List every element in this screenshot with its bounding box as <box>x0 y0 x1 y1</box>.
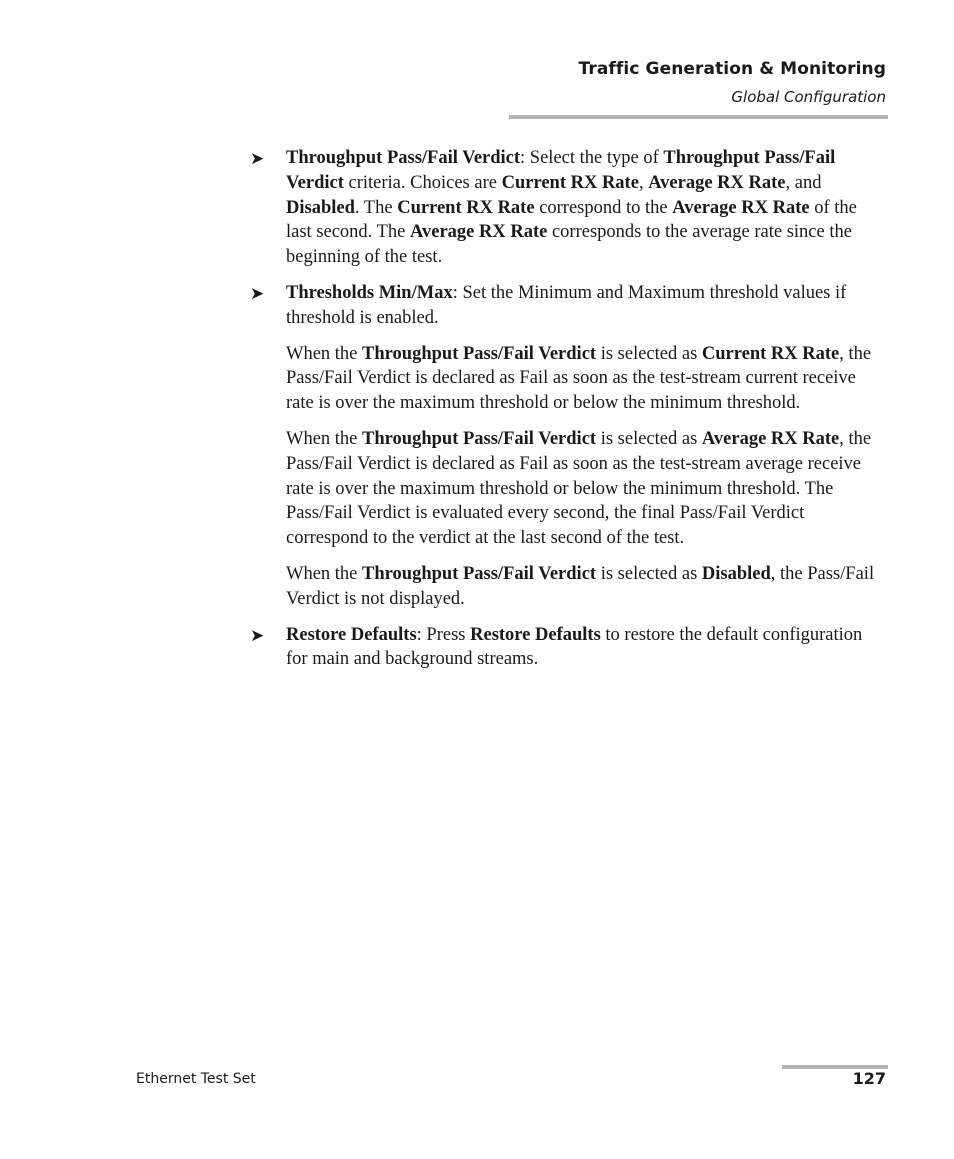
bold-term: Throughput Pass/Fail Verdict <box>286 148 836 193</box>
text-run: to restore the default configuration for main and background streams. <box>286 624 863 670</box>
bold-term: Restore Defaults <box>470 624 601 645</box>
bullet-text <box>286 146 886 270</box>
text-run: , <box>638 172 649 193</box>
bold-term: Current RX Rate <box>501 172 639 193</box>
text-run: of the last second. The <box>286 197 857 243</box>
text-run: is selected as <box>596 343 702 364</box>
bullet-text <box>286 623 886 673</box>
text-run: is selected as <box>596 428 702 449</box>
header-divider <box>509 115 888 119</box>
footer-product-name: Ethernet Test Set <box>136 1071 256 1087</box>
bold-term: Throughput Pass/Fail Verdict <box>286 148 521 168</box>
running-header <box>579 57 886 109</box>
bullet-arrow-icon: ➤ <box>250 625 265 646</box>
text-run: : Select the type of <box>520 148 664 168</box>
bold-term: Throughput Pass/Fail Verdict <box>362 428 597 449</box>
text-run: , the Pass/Fail Verdict is declared as Fail as soon as the test-stream current receive rate is over the maximum threshold or below the minimum threshold. <box>286 343 872 414</box>
text-run: criteria. Choices are <box>343 172 502 193</box>
sub-paragraph <box>286 562 886 612</box>
section-title: Global Configuration <box>731 88 886 106</box>
bold-term: Average RX Rate <box>701 428 840 449</box>
bullet-arrow-icon: ➤ <box>250 149 265 169</box>
bold-term: Average RX Rate <box>648 172 786 193</box>
bold-term: Average RX Rate <box>410 222 548 243</box>
bold-term: Average RX Rate <box>672 197 810 218</box>
text-run: , and <box>785 172 822 193</box>
bullet-item <box>250 623 886 673</box>
text-run: : Set the Minimum and Maximum threshold values if threshold is enabled. <box>286 282 847 328</box>
text-run: : Press <box>416 624 471 645</box>
bold-term: Restore Defaults <box>286 624 417 645</box>
bullet-item <box>250 281 886 331</box>
body-content <box>250 146 886 683</box>
bold-term: Thresholds Min/Max <box>286 282 453 303</box>
text-run: When the <box>286 428 363 449</box>
bullet-text <box>286 281 886 331</box>
bold-term: Disabled <box>286 197 355 218</box>
sub-paragraph <box>286 342 886 416</box>
text-run: When the <box>286 343 363 364</box>
bold-term: Disabled <box>701 563 771 584</box>
text-run: is selected as <box>596 563 702 584</box>
bold-term: Throughput Pass/Fail Verdict <box>362 343 597 364</box>
bold-term: Current RX Rate <box>397 197 535 218</box>
bold-term: Throughput Pass/Fail Verdict <box>362 563 597 584</box>
bullet-arrow-icon: ➤ <box>250 283 265 304</box>
text-run: , the Pass/Fail Verdict is declared as Fail as soon as the test-stream average receive rate is over the maximum threshold or below the minimum threshold. The Pass/Fail Verdict is evaluated every second, the final Pass/Fail Verdict correspond to the verdict at the last second of the test. <box>286 428 872 549</box>
sub-paragraph <box>286 427 886 551</box>
chapter-title: Traffic Generation & Monitoring <box>578 59 886 79</box>
text-run: . The <box>354 197 398 218</box>
text-run: correspond to the <box>534 197 673 218</box>
text-run: When the <box>286 563 363 584</box>
bullet-item <box>250 146 886 270</box>
bold-term: Current RX Rate <box>701 343 840 364</box>
page-number: 127 <box>852 1069 886 1088</box>
text-run: corresponds to the average rate since the beginning of the test. <box>286 222 852 268</box>
text-run: , the Pass/Fail Verdict is not displayed. <box>286 563 875 609</box>
